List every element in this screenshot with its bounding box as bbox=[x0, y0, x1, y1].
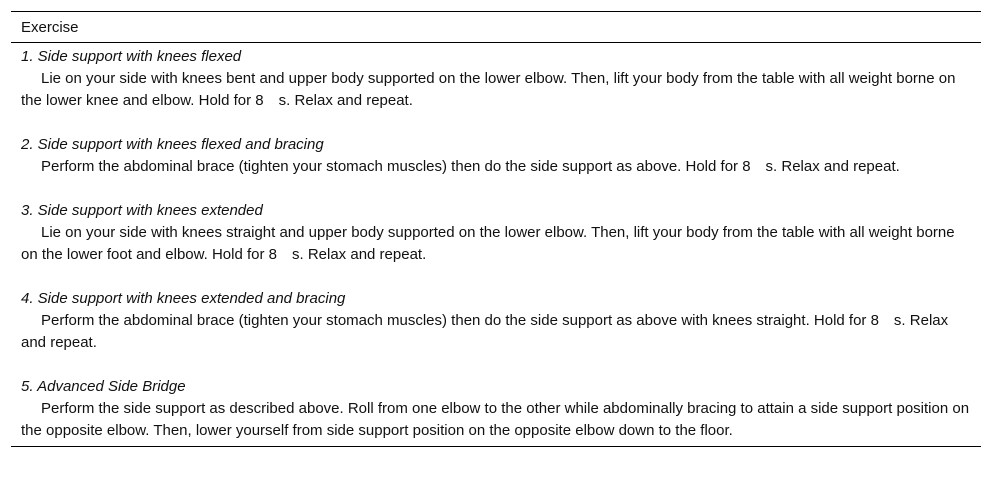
exercise-table bbox=[11, 11, 981, 447]
exercise-title: 4. Side support with knees extended and bracing bbox=[21, 290, 346, 307]
exercise-description: Perform the side support as described above. Roll from one elbow to the other while abdominally bracing to attain a side support position on the opposite elbow. Then, lower yourself from side support position on the opposite elbow down to the floor. bbox=[21, 400, 970, 439]
exercise-item-2 bbox=[21, 134, 971, 178]
exercise-description: Lie on your side with knees bent and upper body supported on the lower elbow. Then, lift your body from the table with all weight borne on the lower knee and elbow. Hold for 8 s. Relax and repeat. bbox=[21, 70, 956, 109]
exercise-title: 3. Side support with knees extended bbox=[21, 202, 263, 219]
exercise-title: 5. Advanced Side Bridge bbox=[21, 378, 186, 395]
exercise-item-5 bbox=[21, 376, 971, 442]
table-header-exercise: Exercise bbox=[11, 12, 981, 43]
exercise-item-1 bbox=[21, 46, 971, 112]
exercise-description: Perform the abdominal brace (tighten your stomach muscles) then do the side support as above with knees straight. Hold for 8 s. Relax and repeat. bbox=[21, 312, 949, 351]
exercise-title: 2. Side support with knees flexed and bracing bbox=[21, 136, 324, 153]
exercise-item-3 bbox=[21, 200, 971, 266]
exercise-description: Lie on your side with knees straight and upper body supported on the lower elbow. Then, lift your body from the table with all weight borne on the lower foot and elbow. Hold for 8 s. Relax and repeat. bbox=[21, 224, 955, 263]
table-body bbox=[11, 43, 981, 446]
exercise-description: Perform the abdominal brace (tighten your stomach muscles) then do the side support as above. Hold for 8 s. Relax and repeat. bbox=[41, 158, 900, 175]
exercise-item-4 bbox=[21, 288, 971, 354]
exercise-title: 1. Side support with knees flexed bbox=[21, 48, 242, 65]
